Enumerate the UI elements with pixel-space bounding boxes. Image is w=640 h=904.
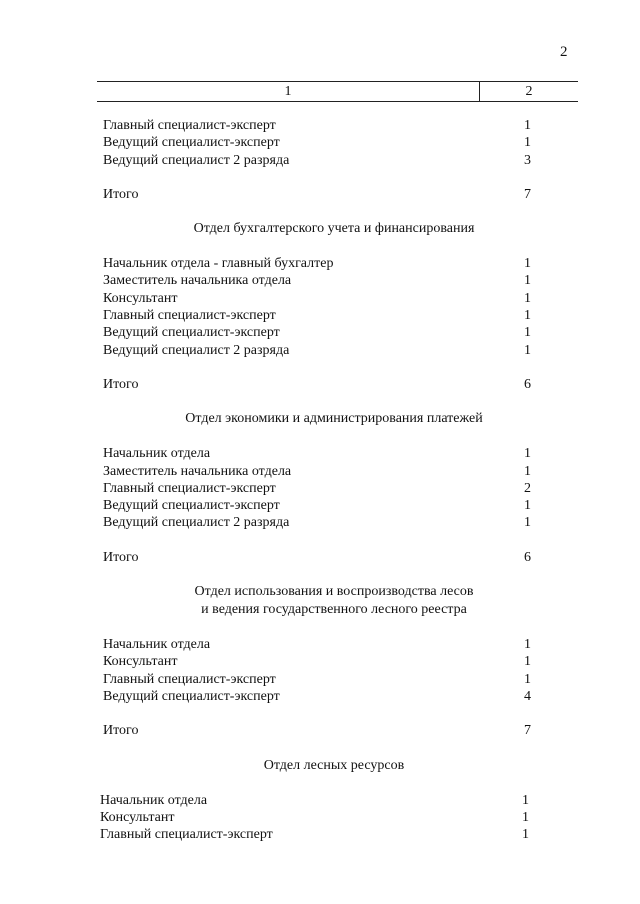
total-row	[0, 722, 640, 739]
position-name: Консультант	[100, 809, 175, 825]
position-count: 1	[522, 809, 529, 825]
total-row	[0, 549, 640, 566]
total-count: 6	[524, 376, 531, 392]
position-name: Ведущий специалист-эксперт	[103, 688, 280, 704]
section-title-line: Отдел бухгалтерского учета и финансирования	[193, 221, 475, 237]
section-title-line: Отдел экономики и администрирования платежей	[185, 411, 483, 427]
position-count: 1	[524, 325, 531, 341]
table-row	[0, 826, 640, 843]
position-name: Главный специалист-эксперт	[100, 827, 273, 843]
position-count: 4	[524, 688, 531, 704]
position-name: Ведущий специалист-эксперт	[103, 135, 280, 151]
page-number: 2	[560, 44, 568, 60]
position-count: 1	[524, 290, 531, 306]
position-name: Начальник отдела	[103, 637, 211, 653]
table-row	[0, 671, 640, 688]
total-count: 7	[524, 186, 531, 202]
total-count: 6	[524, 549, 531, 565]
position-name: Ведущий специалист-эксперт	[103, 325, 280, 341]
position-count: 1	[524, 654, 531, 670]
position-name: Заместитель начальника отдела	[103, 463, 292, 479]
table-header-col-2: 2	[525, 84, 533, 99]
position-count: 2	[524, 480, 531, 496]
table-row	[0, 342, 640, 359]
position-count: 1	[524, 463, 531, 479]
table-row	[0, 307, 640, 324]
table-row	[0, 272, 640, 289]
section-title	[0, 583, 640, 619]
table-row	[0, 445, 640, 462]
position-count: 3	[524, 152, 531, 168]
total-label: Итого	[103, 186, 139, 202]
position-count: 1	[522, 827, 529, 843]
position-count: 1	[524, 498, 531, 514]
total-label: Итого	[103, 723, 139, 739]
position-name: Главный специалист-эксперт	[103, 118, 276, 133]
position-name: Консультант	[103, 290, 178, 306]
section-title	[0, 757, 640, 775]
position-count: 1	[524, 446, 531, 462]
table-row	[0, 792, 640, 809]
table-row	[0, 636, 640, 653]
total-count: 7	[524, 723, 531, 739]
position-name: Консультант	[103, 654, 178, 670]
position-name: Главный специалист-эксперт	[103, 480, 276, 496]
position-name: Ведущий специалист 2 разряда	[103, 515, 290, 531]
table-row	[0, 324, 640, 341]
position-name: Ведущий специалист 2 разряда	[103, 342, 290, 358]
staff-list	[0, 117, 640, 843]
position-count: 1	[524, 273, 531, 289]
table-header	[97, 81, 578, 102]
section-title	[0, 410, 640, 428]
total-row	[0, 376, 640, 393]
position-name: Главный специалист-эксперт	[103, 671, 276, 687]
section-title-line: Отдел лесных ресурсов	[263, 757, 405, 773]
position-name: Заместитель начальника отдела	[103, 273, 292, 289]
table-row	[0, 134, 640, 151]
position-name: Ведущий специалист-эксперт	[103, 498, 280, 514]
total-label: Итого	[103, 549, 139, 565]
position-name: Главный специалист-эксперт	[103, 308, 276, 324]
total-row	[0, 186, 640, 203]
position-count: 1	[524, 118, 531, 133]
section-title	[0, 220, 640, 238]
section-title-line: и ведения государственного лесного реестра	[201, 602, 467, 618]
position-count: 1	[524, 342, 531, 358]
table-row	[0, 290, 640, 307]
position-count: 1	[522, 792, 529, 808]
total-label: Итого	[103, 376, 139, 392]
table-row	[0, 152, 640, 169]
table-row	[0, 117, 640, 134]
table-row	[0, 809, 640, 826]
table-row	[0, 255, 640, 272]
table-row	[0, 688, 640, 705]
position-name: Ведущий специалист 2 разряда	[103, 152, 290, 168]
position-count: 1	[524, 308, 531, 324]
position-count: 1	[524, 515, 531, 531]
position-name: Начальник отдела	[100, 792, 208, 808]
position-name: Начальник отдела - главный бухгалтер	[103, 256, 334, 272]
table-row	[0, 463, 640, 480]
position-count: 1	[524, 256, 531, 272]
table-row	[0, 480, 640, 497]
position-count: 1	[524, 637, 531, 653]
table-row	[0, 653, 640, 670]
position-name: Начальник отдела	[103, 446, 211, 462]
table-row	[0, 497, 640, 514]
position-count: 1	[524, 671, 531, 687]
section-title-line: Отдел использования и воспроизводства лесов	[194, 584, 474, 600]
table-header-col-1: 1	[97, 82, 480, 101]
position-count: 1	[524, 135, 531, 151]
table-row	[0, 514, 640, 531]
